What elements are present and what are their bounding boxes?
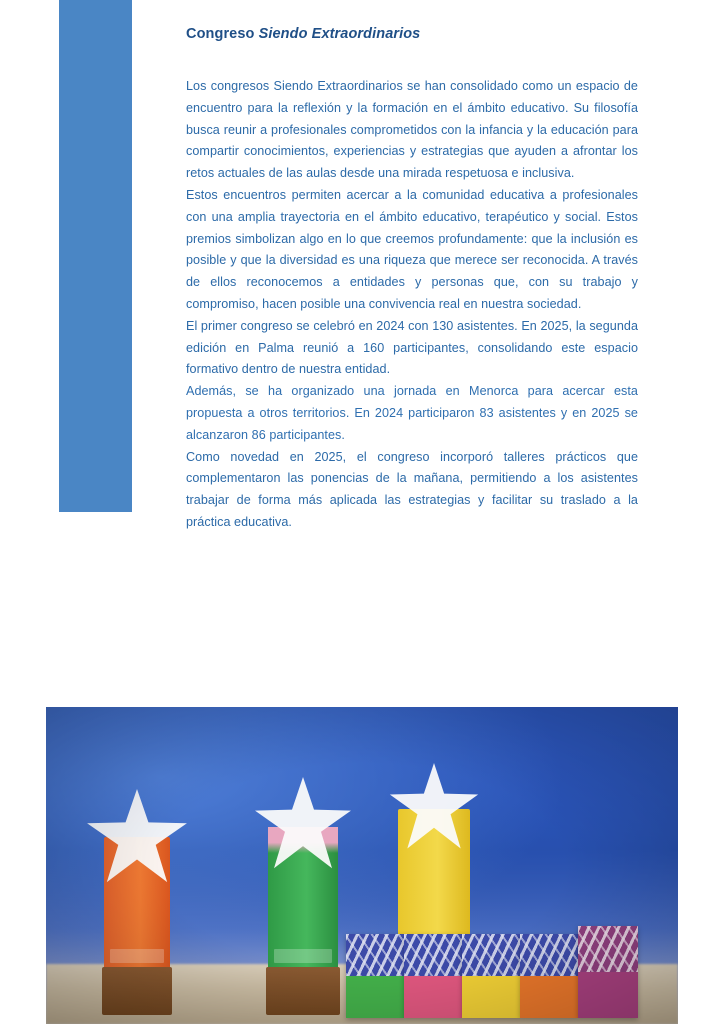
photo-vignette bbox=[46, 707, 678, 1024]
page-title-emphasis: Siendo Extraordinarios bbox=[258, 26, 421, 42]
paragraph-2: Estos encuentros permiten acercar a la comunidad educativa a profesionales con una amplia trayectoria en el ámbito educativo, terapéutico y social. Estos premios simbolizan algo en lo que creemos profundamente: que la inclusión es posible y que la diversidad es una riqueza que merece ser reconocida. A través de ellos reconocemos a entidades y personas que, con su trabajo y compromiso, hacen posible una convivencia real en nuestra sociedad. bbox=[186, 187, 638, 311]
page-title-prefix: Congreso bbox=[186, 26, 259, 42]
document-content bbox=[186, 26, 638, 534]
page-title bbox=[186, 26, 638, 42]
paragraph-3: El primer congreso se celebró en 2024 con 130 asistentes. En 2025, la segunda edición en Palma reunió a 160 participantes, consolidando este espacio formativo dentro de nuestra entidad. bbox=[186, 318, 638, 377]
paragraph-4: Además, se ha organizado una jornada en Menorca para acercar esta propuesta a otros territorios. En 2024 participaron 83 asistentes y en 2025 se alcanzaron 86 participantes. bbox=[186, 384, 638, 442]
photo-trophies bbox=[46, 707, 678, 1024]
paragraph-1: Los congresos Siendo Extraordinarios se han consolidado como un espacio de encuentro para la reflexión y la formación en el ámbito educativo. Su filosofía busca reunir a profesionales comprometidos con la infancia y la educación para compartir conocimientos, experiencias y estrategias que ayuden a afrontar los retos actuales de las aulas desde una mirada respetuosa e inclusiva. bbox=[186, 79, 638, 181]
decorative-side-bar bbox=[59, 0, 132, 512]
paragraph-5: Como novedad en 2025, el congreso incorporó talleres prácticos que complementaron las ponencias de la mañana, permitiendo a los asistentes trabajar de forma más aplicada las estrategias y facilitar su traslado a la práctica educativa. bbox=[186, 449, 638, 529]
body-text bbox=[186, 76, 638, 534]
